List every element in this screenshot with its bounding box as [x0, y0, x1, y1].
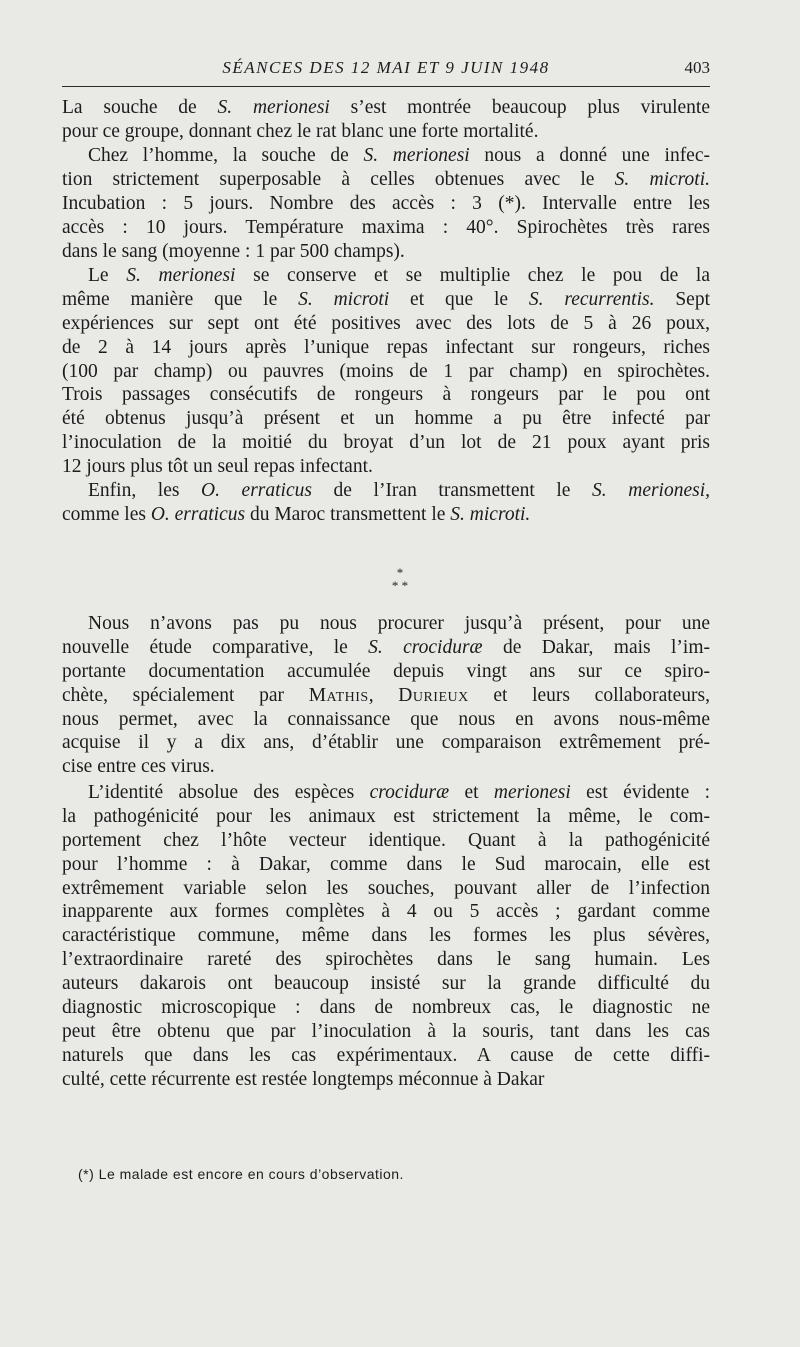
text-line — [62, 684, 710, 708]
small-caps-text: Mathis — [308, 684, 369, 706]
text-span: Le — [88, 265, 127, 286]
text-span: culté, cette récurrente est restée longtemps méconnue à Dakar — [62, 1068, 545, 1090]
text-span: auteurs dakarois ont beaucoup insisté sur la grande difficulté du — [62, 973, 710, 995]
text-span: se conserve et se multiplie chez le pou de la — [235, 265, 710, 286]
italic-text: S. merionesi — [217, 97, 330, 118]
text-span: été obtenus jusqu’à présent et un homme a pu être infecté par — [62, 408, 710, 430]
text-span: (100 par champ) ou pauvres (moins de 1 par champ) en spirochètes. — [62, 360, 710, 382]
text-line — [62, 781, 710, 805]
text-span: et leurs collaborateurs, — [468, 684, 710, 706]
text-span: L’identité absolue des espèces — [88, 782, 370, 803]
asterism-top: * — [396, 565, 404, 580]
text-span: diagnostic microscopique : dans de nombreux cas, le diagnostic ne — [62, 997, 710, 1019]
text-span: expériences sur sept ont été positives avec des lots de 5 à 26 poux, — [62, 312, 710, 334]
text-span: accès : 10 jours. Température maxima : 40°. Spirochètes très rares — [62, 216, 710, 238]
text-span: La souche de — [62, 97, 218, 118]
paragraph — [62, 96, 710, 144]
text-line — [62, 660, 710, 684]
text-span: du Maroc transmettent le — [245, 503, 451, 525]
text-span: nous permet, avec la connaissance que nous en avons nous-même — [62, 708, 710, 730]
italic-text: S. microti. — [614, 168, 710, 190]
text-span: de Dakar, mais l’im- — [482, 636, 710, 658]
text-span: extrêmement variable selon les souches, pouvant aller de l’infection — [62, 877, 710, 899]
italic-text: S. merionesi — [126, 265, 236, 286]
text-span: peut être obtenu que par l’inoculation à la souris, tant dans les cas — [62, 1020, 710, 1042]
text-line — [62, 996, 710, 1020]
text-span: naturels que dans les cas expérimentaux. A cause de cette diffi- — [62, 1044, 710, 1066]
text-line — [62, 972, 710, 996]
text-line — [62, 192, 710, 216]
text-line — [62, 455, 710, 479]
text-line — [62, 805, 710, 829]
text-line — [62, 503, 710, 527]
text-span: et — [449, 782, 494, 803]
italic-text: S. merionesi, — [592, 480, 710, 501]
text-line — [62, 264, 710, 288]
text-line — [62, 853, 710, 877]
text-line — [62, 144, 710, 168]
text-span: caractéristique commune, même dans les formes les plus sévères, — [62, 925, 710, 947]
text-line — [62, 612, 710, 636]
text-line — [62, 755, 710, 779]
text-line — [62, 431, 710, 455]
section-separator — [0, 566, 800, 592]
text-span: Sept — [654, 288, 710, 310]
italic-text: S. merionesi — [363, 145, 470, 166]
italic-text: S. crociduræ — [368, 636, 483, 658]
text-line — [62, 731, 710, 755]
text-line — [62, 360, 710, 384]
italic-text: S. recurrentis. — [528, 288, 655, 310]
text-line — [62, 1020, 710, 1044]
paragraph — [62, 264, 710, 479]
text-span: l’inoculation de la moitié du broyat d’un lot de 21 poux ayant pris — [62, 432, 710, 454]
text-line — [62, 240, 710, 264]
text-line — [62, 120, 710, 144]
asterism-bottom: * * — [391, 578, 409, 593]
text-line — [62, 948, 710, 972]
footnote: (*) Le malade est encore en cours d’observation. — [78, 1166, 404, 1182]
text-line — [62, 1044, 710, 1068]
text-span: acquise il y a dix ans, d’établir une comparaison extrêmement pré- — [62, 732, 710, 754]
italic-text: O. erraticus — [150, 503, 246, 525]
text-line — [62, 1068, 710, 1092]
text-line — [62, 312, 710, 336]
text-span: cise entre ces virus. — [62, 756, 215, 778]
paragraph — [62, 144, 710, 263]
text-line — [62, 383, 710, 407]
italic-text: S. microti. — [450, 503, 531, 525]
text-span: 12 jours plus tôt un seul repas infectant. — [62, 456, 373, 478]
italic-text: merionesi — [493, 782, 571, 803]
text-span: Trois passages consécutifs de rongeurs à rongeurs par le pou ont — [62, 384, 710, 406]
text-span: Nous n’avons pas pu nous procurer jusqu’à présent, pour une — [88, 613, 710, 634]
header-rule — [62, 86, 710, 87]
text-line — [62, 877, 710, 901]
paragraph — [62, 612, 710, 779]
text-span: s’est montrée beaucoup plus virulente — [329, 97, 710, 118]
text-line — [62, 96, 710, 120]
text-line — [62, 708, 710, 732]
text-span: de l’Iran transmettent le — [311, 480, 593, 501]
text-line — [62, 288, 710, 312]
text-span: comme les — [62, 503, 151, 525]
text-span: , — [368, 684, 399, 706]
italic-text: crociduræ — [369, 782, 450, 803]
text-line — [62, 168, 710, 192]
paragraph — [62, 781, 710, 1092]
text-span: nous a donné une infec- — [469, 145, 710, 166]
text-span: tion strictement superposable à celles obtenues avec le — [62, 168, 615, 190]
text-span: inapparente aux formes complètes à 4 ou 5 accès ; gardant comme — [62, 901, 710, 923]
small-caps-text: Durieux — [398, 684, 469, 706]
text-line — [62, 336, 710, 360]
text-span: dans le sang (moyenne : 1 par 500 champs). — [62, 240, 405, 262]
text-span: la pathogénicité pour les animaux est strictement la même, le com- — [62, 805, 710, 827]
text-span: Enfin, les — [88, 480, 202, 501]
text-span: et que le — [389, 288, 529, 310]
text-line — [62, 924, 710, 948]
text-line — [62, 479, 710, 503]
text-span: portante documentation accumulée depuis vingt ans sur ce spiro- — [62, 660, 710, 682]
text-span: l’extraordinaire rareté des spirochètes dans le sang humain. Les — [62, 949, 710, 971]
text-span: nouvelle étude comparative, le — [62, 636, 369, 658]
running-head: SÉANCES DES 12 MAI ET 9 JUIN 1948 — [222, 58, 550, 77]
paragraph — [62, 479, 710, 527]
italic-text: O. erraticus — [201, 480, 312, 501]
text-span: chète, spécialement par — [62, 684, 309, 706]
text-span: même manière que le — [62, 288, 299, 310]
text-span: Incubation : 5 jours. Nombre des accès : 3 (*). Intervalle entre les — [62, 192, 710, 214]
text-span: pour l’homme : à Dakar, comme dans le Sud marocain, elle est — [62, 853, 710, 875]
text-line — [62, 900, 710, 924]
text-span: pour ce groupe, donnant chez le rat blanc une forte mortalité. — [62, 120, 539, 142]
text-line — [62, 407, 710, 431]
text-span: portement chez l’hôte vecteur identique. Quant à la pathogénicité — [62, 829, 710, 851]
italic-text: S. microti — [298, 288, 390, 310]
page-number: 403 — [684, 58, 710, 77]
text-line — [62, 636, 710, 660]
text-span: Chez l’homme, la souche de — [88, 145, 364, 166]
text-line — [62, 216, 710, 240]
text-line — [62, 829, 710, 853]
text-span: est évidente : — [570, 782, 710, 803]
text-span: de 2 à 14 jours après l’unique repas infectant sur rongeurs, riches — [62, 336, 710, 358]
